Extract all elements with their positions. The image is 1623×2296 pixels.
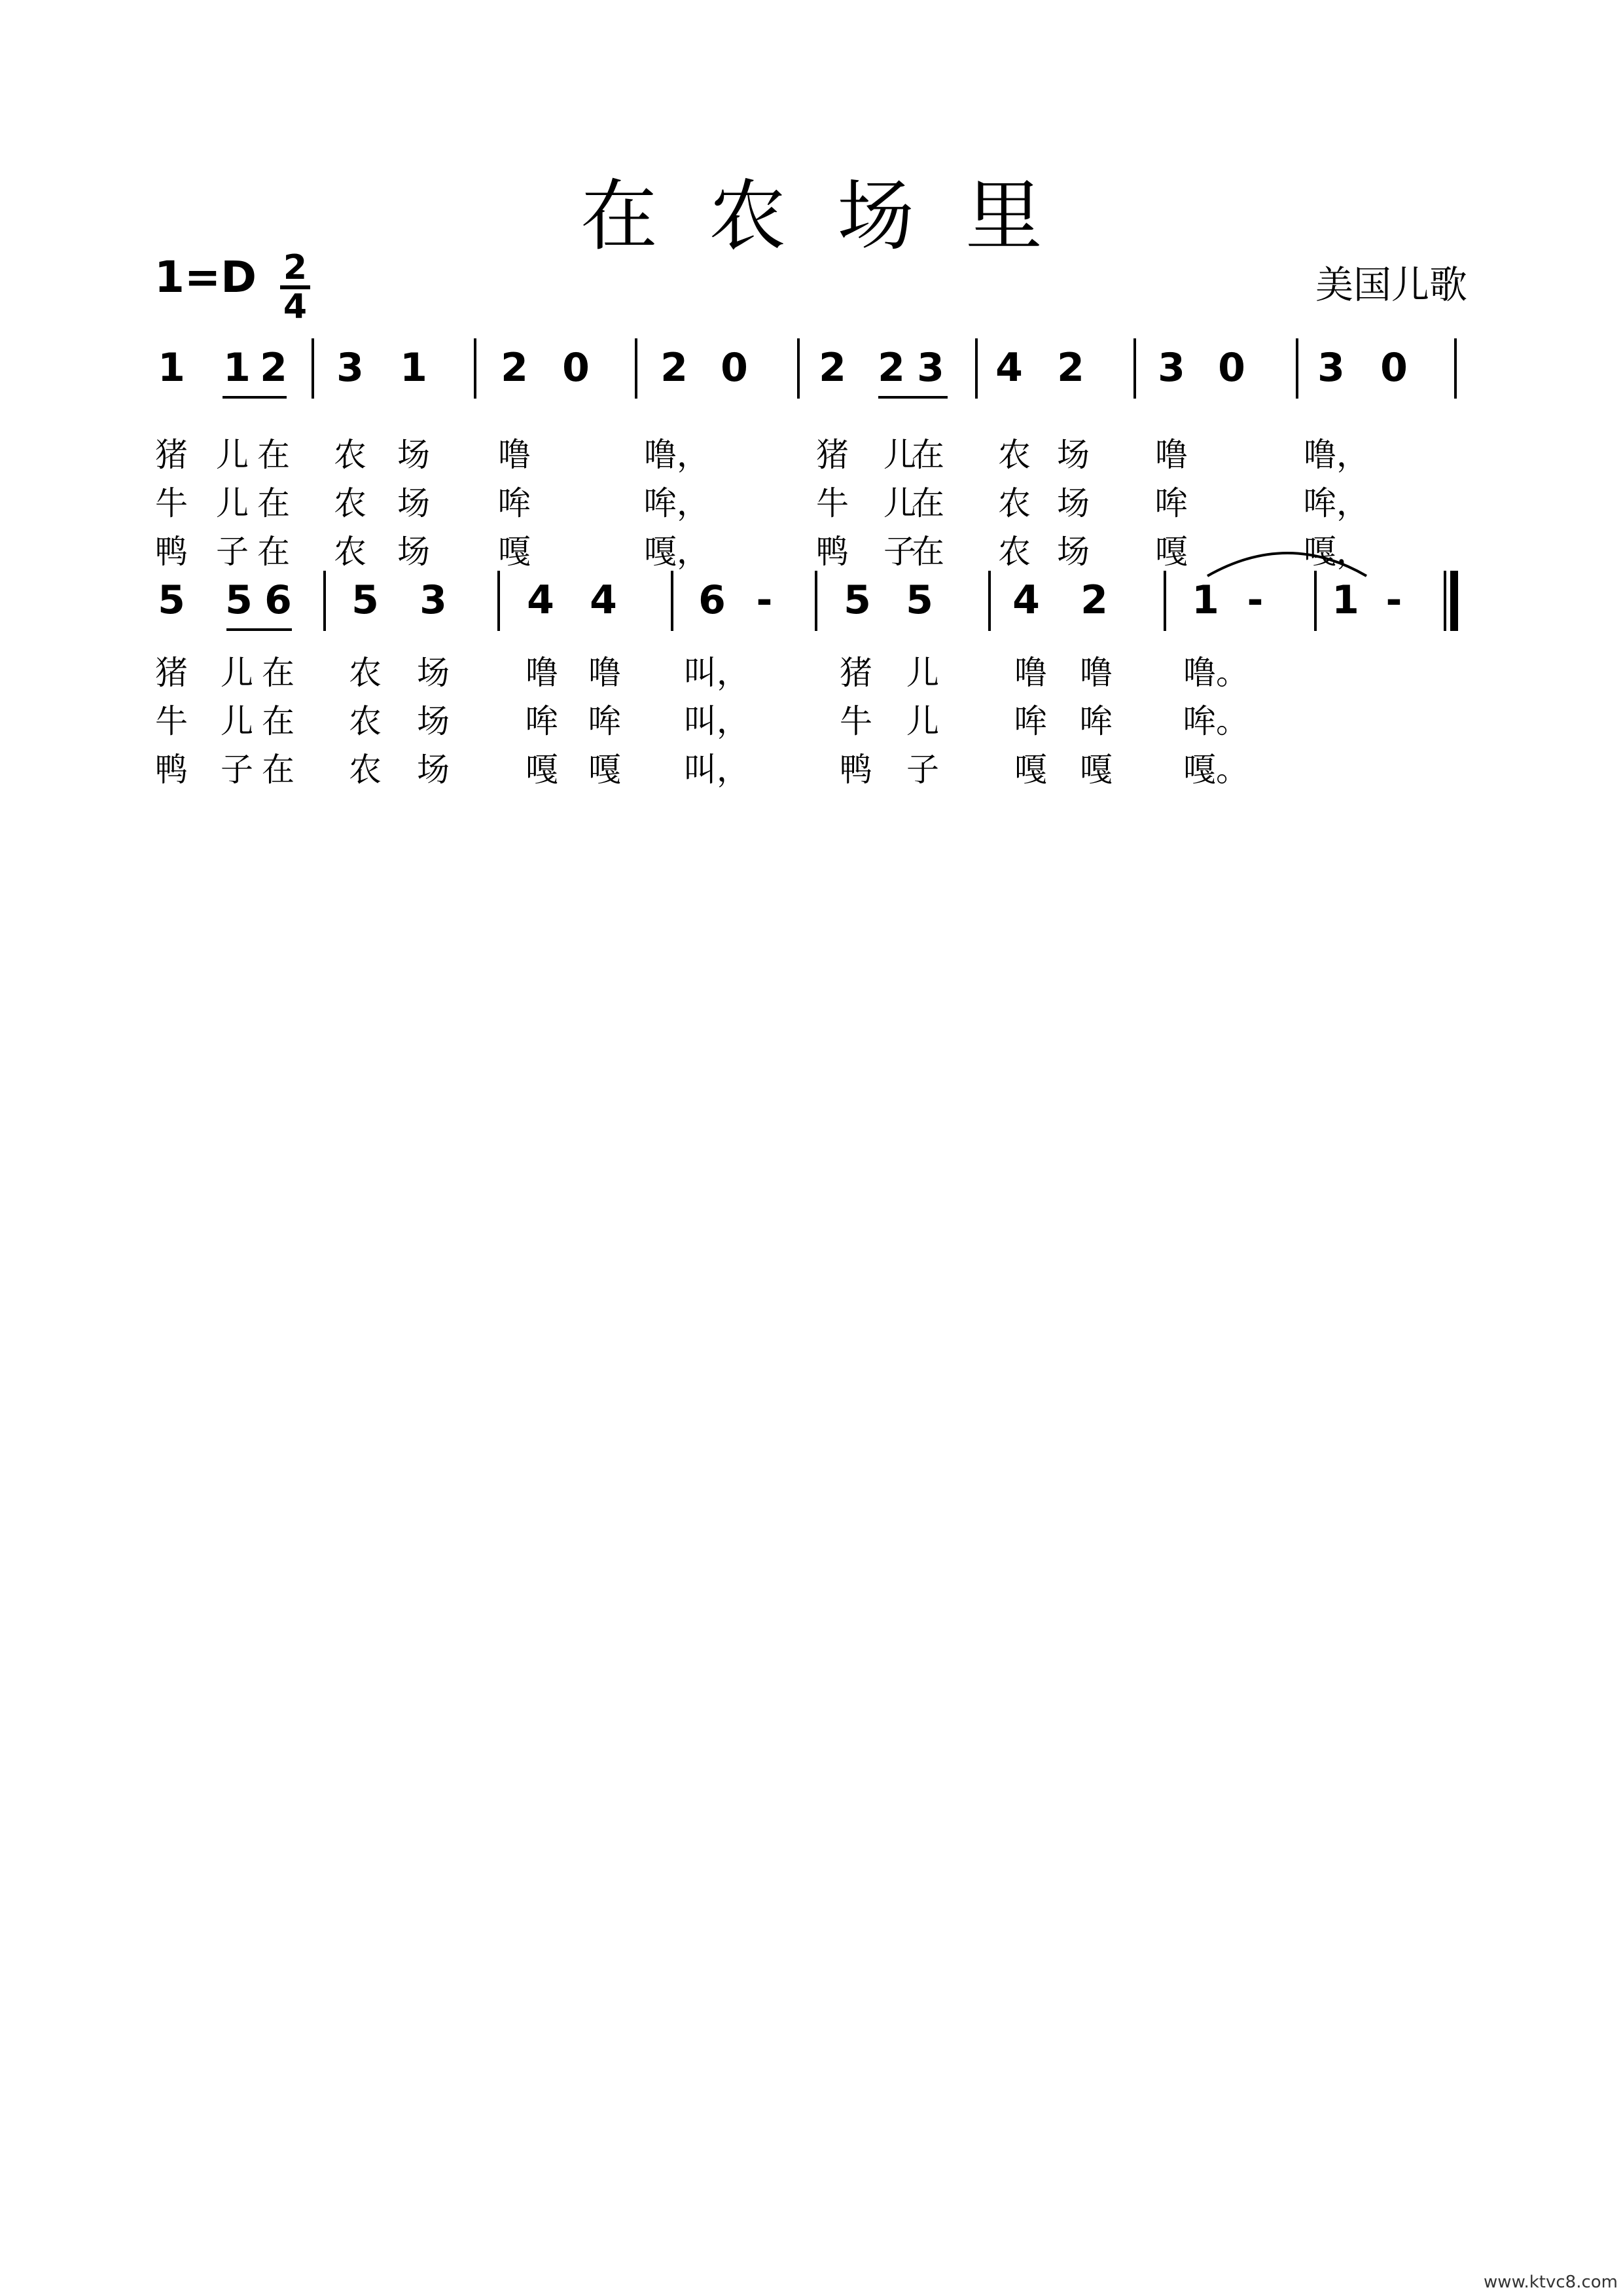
lyric-syllable: 噜: [1014, 654, 1047, 692]
lyric-syllable: 农: [349, 654, 382, 692]
lyric-syllable: 场: [1057, 533, 1090, 571]
lyric-syllable: 嘎: [526, 751, 558, 789]
lyric-syllable: 猪: [840, 654, 872, 692]
lyric-syllable: 哞: [1155, 484, 1188, 522]
lyric-syllable: 嘎: [1080, 751, 1113, 789]
lyric-syllable: 哞: [588, 702, 621, 740]
note: 3: [419, 577, 447, 623]
lyric-syllable: 叫，: [684, 654, 749, 692]
note: 3: [336, 345, 364, 391]
lyric-syllable: 在: [257, 484, 290, 522]
note: 2: [819, 345, 846, 391]
lyric-syllable: 嘎，: [644, 533, 709, 571]
note: 4: [995, 345, 1023, 391]
note: -: [1385, 577, 1402, 623]
lyric-syllable: 农: [349, 702, 382, 740]
composer: 美国儿歌: [1315, 262, 1467, 307]
lyric-syllable: 场: [397, 484, 430, 522]
tie-curve: [1207, 553, 1366, 576]
lyric-syllable: 噜: [1080, 654, 1113, 692]
note: 5: [351, 577, 379, 623]
lyric-syllable: 牛: [155, 484, 188, 522]
lyric-syllable: 农: [349, 751, 382, 789]
lyric-syllable: 儿: [906, 702, 939, 740]
lyric-syllable: 猪: [155, 436, 188, 474]
lyric-syllable: 嘎: [1014, 751, 1047, 789]
lyric-syllable: 场: [1057, 436, 1090, 474]
lyric-syllable: 场: [1057, 484, 1090, 522]
lyric-syllable: 噜，: [1304, 436, 1369, 474]
note: 2: [1057, 345, 1084, 391]
lyric-syllable: 场: [397, 533, 430, 571]
lyric-syllable: 农: [334, 436, 366, 474]
note: 1: [1192, 577, 1219, 623]
lyric-syllable: 儿: [221, 654, 253, 692]
lyric-syllable: 哞: [498, 484, 531, 522]
lyric-syllable: 农: [998, 533, 1031, 571]
lyric-syllable: 儿: [216, 436, 249, 474]
lyric-syllable: 场: [417, 751, 450, 789]
note: 1: [158, 345, 185, 391]
lyric-syllable: 儿: [906, 654, 939, 692]
time-signature-bottom: 4: [283, 287, 308, 327]
note: 1: [223, 345, 251, 391]
note: 5: [225, 577, 253, 623]
note: 5: [158, 577, 185, 623]
lyric-syllable: 儿: [216, 484, 249, 522]
note: 5: [844, 577, 871, 623]
note: 3: [1158, 345, 1185, 391]
note: 0: [1380, 345, 1408, 391]
lyric-syllable: 在: [912, 484, 944, 522]
lyric-syllable: 儿: [883, 436, 916, 474]
lyric-syllable: 噜: [588, 654, 621, 692]
lyric-syllable: 猪: [155, 654, 188, 692]
lyric-syllable: 猪: [816, 436, 849, 474]
lyric-syllable: 哞，: [644, 484, 709, 522]
lyric-syllable: 鸭: [155, 751, 188, 789]
lyric-syllable: 牛: [155, 702, 188, 740]
lyric-syllable: 叫，: [684, 702, 749, 740]
lyric-syllable: 哞，: [1304, 484, 1369, 522]
lyric-syllable: 子: [221, 751, 253, 789]
lyric-syllable: 农: [998, 484, 1031, 522]
lyric-syllable: 哞: [1080, 702, 1113, 740]
lyric-syllable: 鸭: [155, 533, 188, 571]
note: -: [756, 577, 773, 623]
lyric-syllable: 鸭: [816, 533, 849, 571]
lyric-syllable: 在: [262, 751, 294, 789]
lyric-syllable: 噜: [498, 436, 531, 474]
lyric-syllable: 在: [262, 702, 294, 740]
note: 0: [562, 345, 590, 391]
lyric-syllable: 农: [334, 533, 366, 571]
lyric-syllable: 牛: [816, 484, 849, 522]
lyric-syllable: 牛: [840, 702, 872, 740]
lyric-syllable: 鸭: [840, 751, 872, 789]
note: 6: [264, 577, 292, 623]
note: -: [1247, 577, 1264, 623]
key-signature: 1=D: [154, 252, 257, 302]
time-signature-top: 2: [283, 248, 308, 287]
lyric-syllable: 在: [262, 654, 294, 692]
lyric-syllable: 场: [417, 702, 450, 740]
lyric-syllable: 子: [883, 533, 916, 571]
note: 3: [917, 345, 944, 391]
note: 4: [1012, 577, 1040, 623]
lyric-syllable: 噜: [1155, 436, 1188, 474]
lyric-syllable: 嘎: [1155, 533, 1188, 571]
note: 1: [400, 345, 427, 391]
lyric-syllable: 子: [906, 751, 939, 789]
note: 4: [527, 577, 554, 623]
lyric-syllable: 哞。: [1183, 702, 1249, 740]
lyric-syllable: 嘎: [498, 533, 531, 571]
note: 2: [501, 345, 528, 391]
lyric-syllable: 哞: [526, 702, 558, 740]
website-watermark: www.ktvc8.com: [1484, 2272, 1618, 2292]
lyric-syllable: 儿: [221, 702, 253, 740]
note: 2: [660, 345, 688, 391]
note: 6: [698, 577, 726, 623]
note: 0: [1218, 345, 1245, 391]
lyric-syllable: 儿: [883, 484, 916, 522]
song-title: 在农场里: [580, 171, 1094, 261]
lyric-syllable: 农: [334, 484, 366, 522]
lyric-syllable: 在: [257, 533, 290, 571]
note: 2: [260, 345, 287, 391]
lyric-syllable: 嘎。: [1183, 751, 1249, 789]
lyric-syllable: 场: [397, 436, 430, 474]
lyric-syllable: 在: [257, 436, 290, 474]
lyric-syllable: 叫，: [684, 751, 749, 789]
note: 3: [1317, 345, 1345, 391]
lyric-syllable: 噜。: [1183, 654, 1249, 692]
lyric-syllable: 农: [998, 436, 1031, 474]
lyric-syllable: 噜: [526, 654, 558, 692]
note: 4: [590, 577, 617, 623]
lyric-syllable: 场: [417, 654, 450, 692]
lyric-syllable: 嘎: [588, 751, 621, 789]
lyric-syllable: 在: [912, 533, 944, 571]
note: 5: [906, 577, 933, 623]
note: 2: [878, 345, 905, 391]
lyric-syllable: 子: [216, 533, 249, 571]
note: 2: [1080, 577, 1108, 623]
lyric-syllable: 嘎，: [1304, 533, 1369, 571]
note: 0: [721, 345, 748, 391]
lyric-syllable: 噜，: [644, 436, 709, 474]
lyric-syllable: 哞: [1014, 702, 1047, 740]
note: 1: [1332, 577, 1359, 623]
lyric-syllable: 在: [912, 436, 944, 474]
